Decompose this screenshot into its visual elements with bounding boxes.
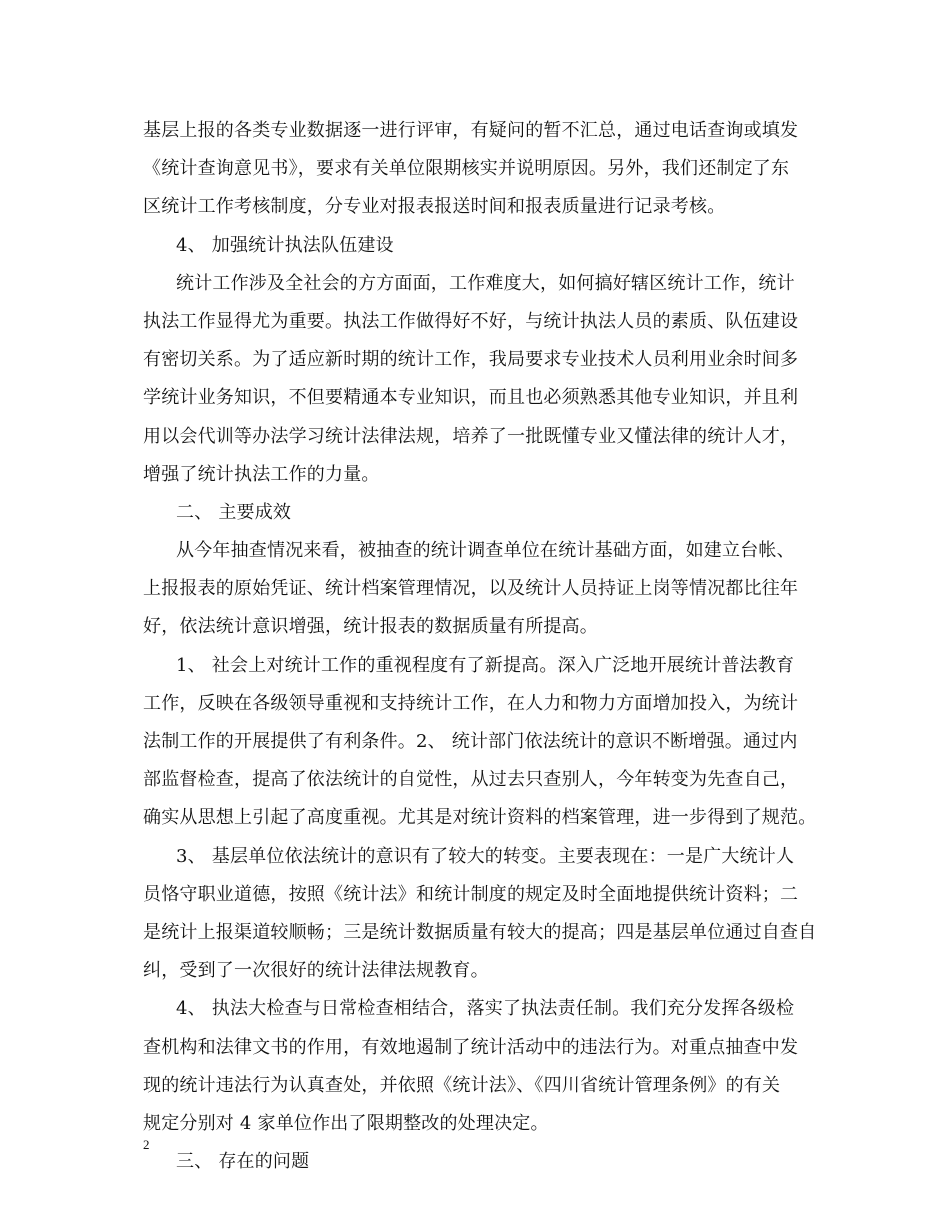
page-number: 2 — [143, 1137, 150, 1152]
paragraph-start: 4、 执法大检查与日常检查相结合，落实了执法责任制。我们充分发挥各级检 — [176, 998, 795, 1020]
text-line: 区统计工作考核制度，分专业对报表报送时间和报表质量进行记录考核。 — [143, 196, 726, 218]
text-line: 现的统计违法行为认真查处，并依照《统计法》、《四川省统计管理条例》的有关 — [143, 1074, 781, 1096]
text-line: 学统计业务知识，不但要精通本专业知识，而且也必须熟悉其他专业知识，并且利 — [143, 387, 799, 409]
text-line: 查机构和法律文书的作用，有效地遏制了统计活动中的违法行为。对重点抽查中发 — [143, 1036, 799, 1058]
text-line: 《统计查询意见书》，要求有关单位限期核实并说明原因。另外，我们还制定了东 — [143, 158, 790, 180]
text-line: 上报报表的原始凭证、统计档案管理情况，以及统计人员持证上岗等情况都比往年 — [143, 578, 799, 600]
paragraph-start: 从今年抽查情况来看，被抽查的统计调查单位在统计基础方面，如建立台帐、 — [176, 540, 795, 562]
document-body — [143, 112, 833, 1181]
section-heading: 二、 主要成效 — [176, 501, 292, 523]
text-line: 工作，反映在各级领导重视和支持统计工作，在人力和物力方面增加投入，为统计 — [143, 692, 799, 714]
section-heading: 三、 存在的问题 — [176, 1151, 310, 1173]
text-line: 规定分别对 4 家单位作出了限期整改的处理决定。 — [143, 1112, 549, 1134]
paragraph-start: 3、 基层单位依法统计的意识有了较大的转变。主要表现在：一是广大统计人 — [176, 845, 795, 867]
text-line: 好，依法统计意识增强，统计报表的数据质量有所提高。 — [143, 616, 598, 638]
text-line: 用以会代训等办法学习统计法律法规，培养了一批既懂专业又懂法律的统计人才， — [143, 425, 799, 447]
section-heading: 4、 加强统计执法队伍建设 — [176, 234, 394, 256]
text-line: 纠，受到了一次很好的统计法律法规教育。 — [143, 960, 489, 982]
text-line: 员恪守职业道德，按照《统计法》和统计制度的规定及时全面地提供统计资料；二 — [143, 883, 799, 905]
text-line: 确实从思想上引起了高度重视。尤其是对统计资料的档案管理，进一步得到了规范。 — [143, 807, 817, 829]
text-line: 法制工作的开展提供了有利条件。2、 统计部门依法统计的意识不断增强。通过内 — [143, 731, 798, 752]
text-line: 基层上报的各类专业数据逐一进行评审，有疑问的暂不汇总，通过电话查询或填发 — [143, 120, 799, 141]
text-line: 有密切关系。为了适应新时期的统计工作，我局要求专业技术人员利用业余时间多 — [143, 349, 799, 371]
text-line: 部监督检查，提高了依法统计的自觉性，从过去只查别人，今年转变为先查自己， — [143, 769, 799, 791]
paragraph-start: 统计工作涉及全社会的方方面面，工作难度大，如何搞好辖区统计工作，统计 — [176, 272, 795, 294]
text-line: 增强了统计执法工作的力量。 — [143, 463, 380, 485]
text-line: 执法工作显得尤为重要。执法工作做得好不好，与统计执法人员的素质、队伍建设 — [143, 310, 799, 332]
paragraph-start: 1、 社会上对统计工作的重视程度有了新提高。深入广泛地开展统计普法教育 — [176, 654, 795, 676]
text-line: 是统计上报渠道较顺畅；三是统计数据质量有较大的提高；四是基层单位通过自查自 — [143, 921, 817, 943]
